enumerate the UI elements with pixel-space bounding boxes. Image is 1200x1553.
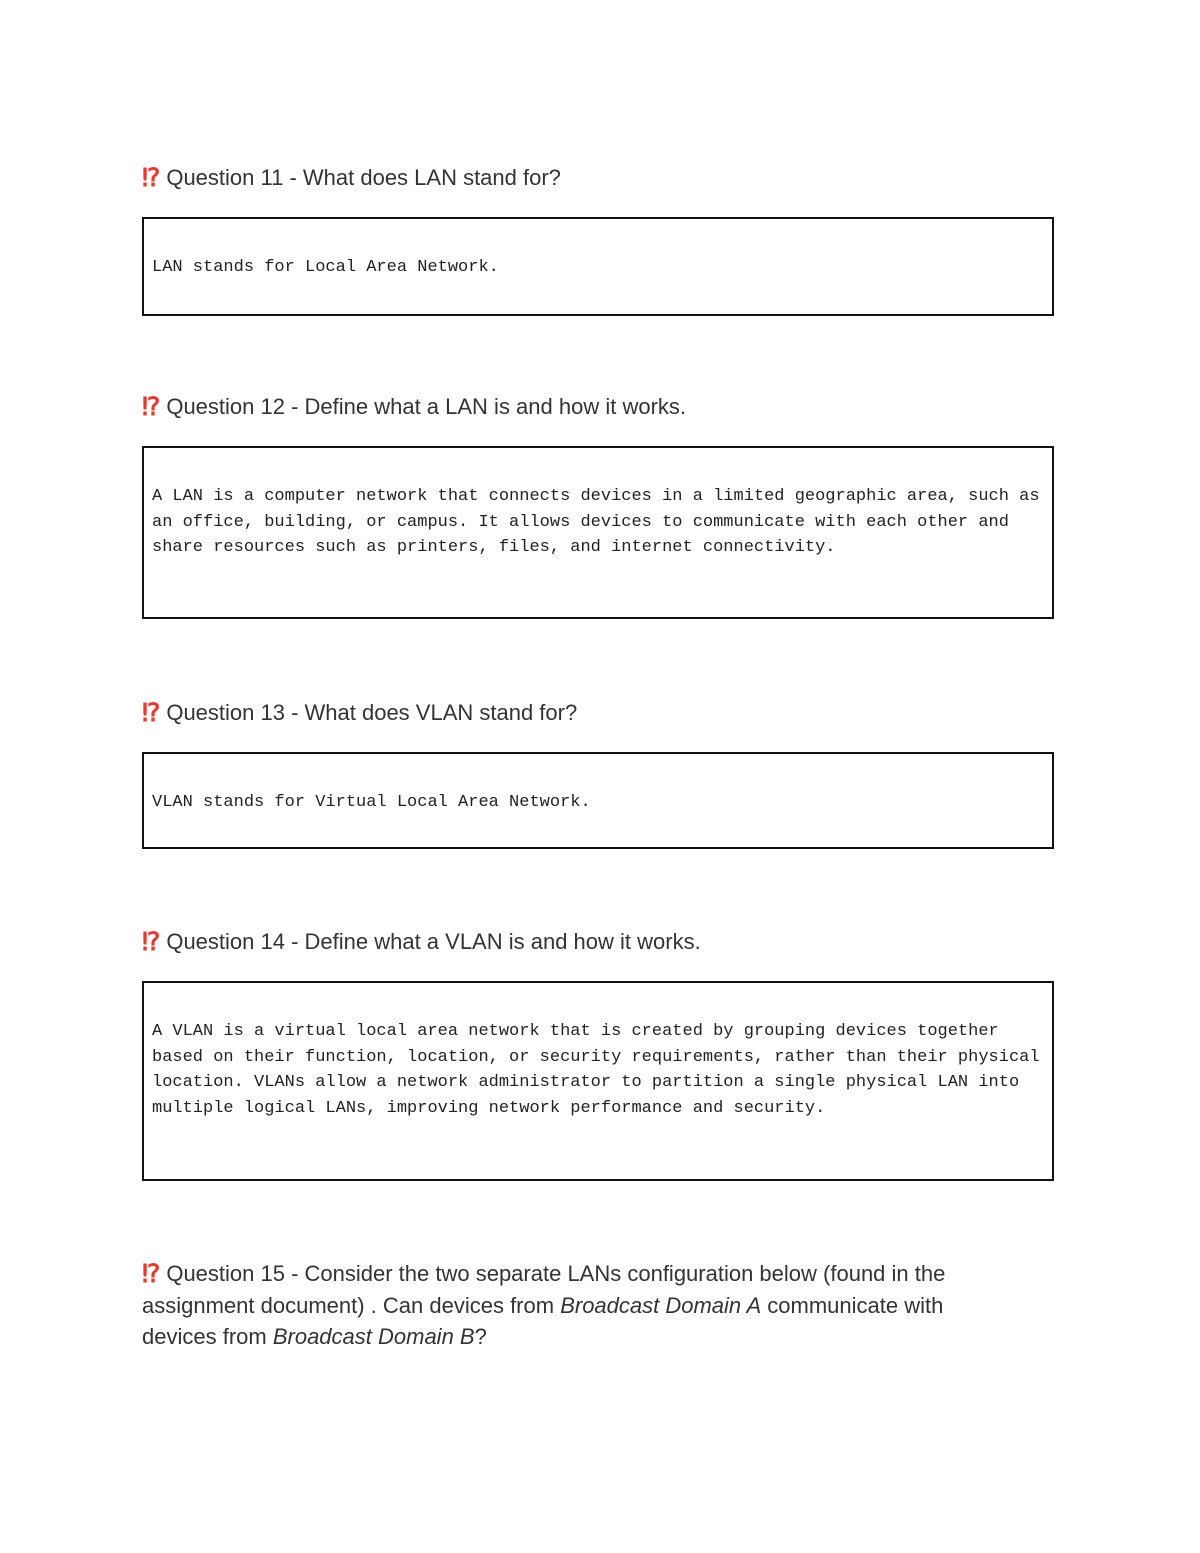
question-14 xyxy=(142,926,1042,958)
interrobang-icon: ⁉ xyxy=(142,699,158,727)
interrobang-icon: ⁉ xyxy=(142,1260,158,1288)
broadcast-domain-a: Broadcast Domain A xyxy=(560,1293,762,1318)
question-text: Question 12 - Define what a LAN is and how it works. xyxy=(166,394,687,419)
interrobang-icon: ⁉ xyxy=(142,928,158,956)
answer-box-13[interactable] xyxy=(142,752,1054,849)
question-text: Question 11 - What does LAN stand for? xyxy=(166,165,561,190)
answer-box-14[interactable] xyxy=(142,981,1054,1181)
answer-text: A VLAN is a virtual local area network that is created by grouping devices together based on their function, location, or security requirements, rather than their physical location. VLANs allow a network administrator to partition a single physical LAN into multiple logical LANs, improving network performance and security. xyxy=(152,1022,1040,1118)
question-12 xyxy=(142,391,1042,423)
interrobang-icon: ⁉ xyxy=(142,393,158,421)
question-text xyxy=(142,1261,945,1349)
answer-text: VLAN stands for Virtual Local Area Network. xyxy=(152,793,591,812)
answer-box-11[interactable] xyxy=(142,217,1054,316)
broadcast-domain-b: Broadcast Domain B xyxy=(272,1324,475,1349)
answer-text: A LAN is a computer network that connects devices in a limited geographic area, such as an office, building, or campus. It allows devices to communicate with each other and share resources such as printers, files, and internet connectivity. xyxy=(152,487,1040,557)
question-text-part: Question 15 - Consider the two separate LANs configuration below (found in the assignment document) . Can devices from xyxy=(142,1261,946,1318)
question-15 xyxy=(142,1258,1022,1352)
answer-text: LAN stands for Local Area Network. xyxy=(152,258,499,277)
question-text-part: communicate with devices from xyxy=(142,1293,944,1349)
question-text-part: ? xyxy=(474,1324,487,1349)
question-11 xyxy=(142,162,1042,194)
question-13 xyxy=(142,697,1042,729)
answer-box-12[interactable] xyxy=(142,446,1054,619)
question-text: Question 14 - Define what a VLAN is and how it works. xyxy=(166,929,701,954)
interrobang-icon: ⁉ xyxy=(142,164,158,192)
question-text: Question 13 - What does VLAN stand for? xyxy=(166,700,578,725)
